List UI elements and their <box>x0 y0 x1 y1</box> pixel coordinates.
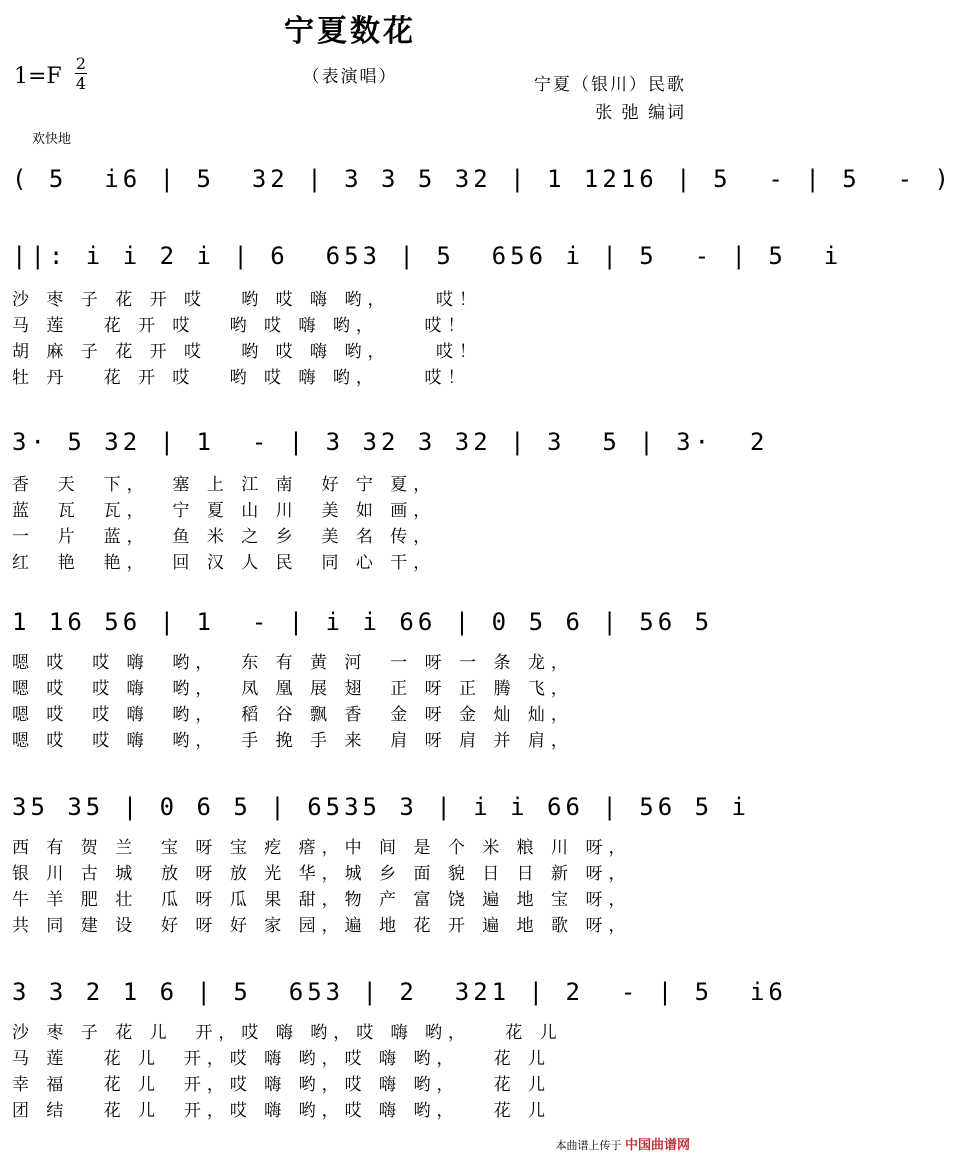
lyric-line-s3-3: 嗯 哎 哎 嗨 哟， 稻 谷 飘 香 金 呀 金 灿 灿， <box>12 705 574 725</box>
lyric-line-s1-3: 胡 麻 子 花 开 哎 哟 哎 嗨 哟， 哎！ <box>12 342 483 362</box>
notes-system-6: 3 3 2 1 6 | 5 653 | 2 321 | 2 - | 5 i6 <box>12 978 787 1006</box>
site-logo: 中国曲谱网 <box>624 1138 690 1153</box>
lyric-line-s1-1: 沙 枣 子 花 开 哎 哟 哎 嗨 哟， 哎！ <box>12 290 483 310</box>
time-signature-top: 2 <box>75 54 87 73</box>
lyric-line-s4-2: 银 川 古 城 放 呀 放 光 华，城 乡 面 貌 日 日 新 呀， <box>12 864 632 884</box>
lyric-line-s3-2: 嗯 哎 哎 嗨 哟， 凤 凰 展 翅 正 呀 正 腾 飞， <box>12 679 574 699</box>
time-signature-bottom: 4 <box>75 74 87 93</box>
key-signature: 1=F <box>14 64 62 89</box>
lyric-line-s3-4: 嗯 哎 哎 嗨 哟， 手 挽 手 来 肩 呀 肩 并 肩， <box>12 731 574 751</box>
footer-upload-label: 本曲谱上传于 <box>555 1139 622 1152</box>
lyric-line-s5-1: 沙 枣 子 花 儿 开，哎 嗨 哟，哎 嗨 哟， 花 儿 <box>12 1023 563 1043</box>
lyric-line-s5-3: 幸 福 花 儿 开，哎 嗨 哟，哎 嗨 哟， 花 儿 <box>12 1075 552 1095</box>
performance-style: （表演唱） <box>302 67 398 87</box>
notes-system-2: ||: i i 2 i | 6 653 | 5 656 i | 5 - | 5 i <box>12 242 843 270</box>
lyric-line-s4-4: 共 同 建 设 好 呀 好 家 园，遍 地 花 开 遍 地 歌 呀， <box>12 916 632 936</box>
region-credit: 宁夏（银川）民歌 <box>534 75 686 95</box>
lyric-line-s5-2: 马 莲 花 儿 开，哎 嗨 哟，哎 嗨 哟， 花 儿 <box>12 1049 552 1069</box>
lyric-line-s2-3: 一 片 蓝， 鱼 米 之 乡 美 名 传， <box>12 527 437 547</box>
song-title: 宁夏数花 <box>284 14 416 49</box>
tempo-marking: 欢快地 <box>32 132 72 147</box>
lyric-line-s3-1: 嗯 哎 哎 嗨 哟， 东 有 黄 河 一 呀 一 条 龙， <box>12 653 574 673</box>
lyric-line-s4-1: 西 有 贺 兰 宝 呀 宝 疙 瘩，中 间 是 个 米 粮 川 呀， <box>12 838 632 858</box>
arranger-credit: 张 弛 编词 <box>595 103 686 123</box>
lyric-line-s2-1: 香 天 下， 塞 上 江 南 好 宁 夏， <box>12 475 437 495</box>
lyric-line-s2-4: 红 艳 艳， 回 汉 人 民 同 心 干， <box>12 553 437 573</box>
notes-system-3: 3· 5 32 | 1 - | 3 32 3 32 | 3 5 | 3· 2 <box>12 428 769 456</box>
notes-system-1: ( 5 i6 | 5 32 | 3 3 5 32 | 1 1216 | 5 - | 5 - ) <box>12 165 953 193</box>
lyric-line-s4-3: 牛 羊 肥 壮 瓜 呀 瓜 果 甜，物 产 富 饶 遍 地 宝 呀， <box>12 890 632 910</box>
lyric-line-s1-2: 马 莲 花 开 哎 哟 哎 嗨 哟， 哎！ <box>12 316 471 336</box>
lyric-line-s5-4: 团 结 花 儿 开，哎 嗨 哟，哎 嗨 哟， 花 儿 <box>12 1101 552 1121</box>
lyric-line-s2-2: 蓝 瓦 瓦， 宁 夏 山 川 美 如 画， <box>12 501 437 521</box>
notes-system-5: 35 35 | 0 6 5 | 6535 3 | i i 66 | 56 5 i <box>12 793 750 821</box>
lyric-line-s1-4: 牡 丹 花 开 哎 哟 哎 嗨 哟， 哎！ <box>12 368 471 388</box>
notes-system-4: 1 16 56 | 1 - | i i 66 | 0 5 6 | 56 5 <box>12 608 714 636</box>
